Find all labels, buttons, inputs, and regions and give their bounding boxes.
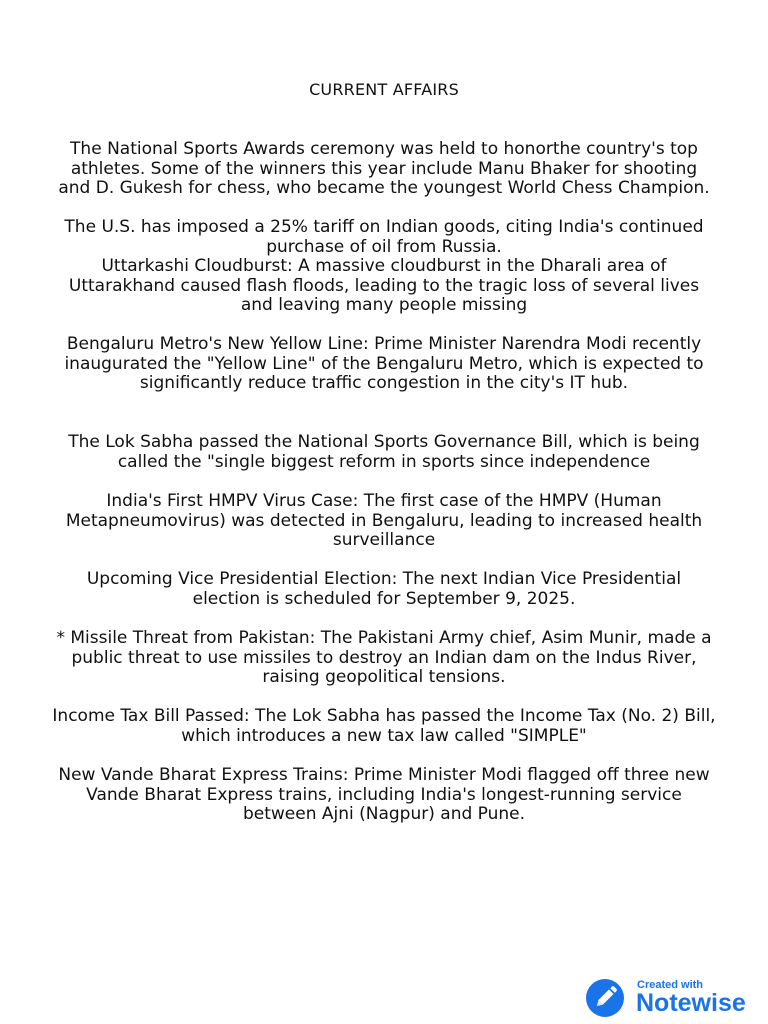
text-line: Uttarakhand caused flash floods, leading to the tragic loss of several lives <box>68 275 700 296</box>
paragraph-income-tax-bill <box>0 707 768 746</box>
text-line: called the "single biggest reform in sports since independence <box>117 451 651 472</box>
text-line: India's First HMPV Virus Case: The first case of the HMPV (Human <box>106 491 662 511</box>
text-line: The Lok Sabha passed the National Sports Governance Bill, which is being <box>68 432 700 452</box>
text-line: New Vande Bharat Express Trains: Prime Minister Modi flagged off three new <box>58 765 710 785</box>
paragraph-missile-threat <box>0 629 768 688</box>
text-line: inaugurated the "Yellow Line" of the Bengaluru Metro, which is expected to <box>64 353 704 374</box>
text-line: purchase of oil from Russia. <box>266 236 502 257</box>
text-line: and leaving many people missing <box>240 295 528 316</box>
text-line: Upcoming Vice Presidential Election: The next Indian Vice Presidential <box>86 569 682 589</box>
text-line: surveillance <box>332 530 436 551</box>
badge-created-with: Created with <box>637 979 704 991</box>
text-line: public threat to use missiles to destroy an Indian dam on the Indus River, <box>71 647 697 668</box>
text-line: Metapneumovirus) was detected in Bengaluru, leading to increased health <box>65 510 703 531</box>
paragraph-sports-awards <box>0 140 768 199</box>
text-line: Bengaluru Metro's New Yellow Line: Prime Minister Narendra Modi recently <box>66 334 702 354</box>
text-line: between Ajni (Nagpur) and Pune. <box>242 804 526 825</box>
text-line: The U.S. has imposed a 25% tariff on Indian goods, citing India's continued <box>64 217 704 237</box>
text-line: athletes. Some of the winners this year include Manu Bhaker for shooting <box>70 158 698 179</box>
text-line: raising geopolitical tensions. <box>262 667 506 688</box>
paragraph-sports-governance-bill <box>0 433 768 472</box>
paragraph-metro-yellow-line <box>0 335 768 394</box>
paragraph-tariff-cloudburst <box>0 218 768 316</box>
paragraph-vande-bharat-trains <box>0 766 768 825</box>
page-title: CURRENT AFFAIRS <box>309 80 459 99</box>
text-line: Uttarkashi Cloudburst: A massive cloudburst in the Dharali area of <box>101 256 667 277</box>
text-line: * Missile Threat from Pakistan: The Pakistani Army chief, Asim Munir, made a <box>56 628 712 648</box>
text-line: significantly reduce traffic congestion in the city's IT hub. <box>139 373 629 394</box>
text-line: election is scheduled for September 9, 2025. <box>192 588 576 609</box>
paragraph-vice-presidential-election <box>0 570 768 609</box>
text-line: The National Sports Awards ceremony was held to honorthe country's top <box>70 139 698 159</box>
text-line: which introduces a new tax law called "SIMPLE" <box>181 725 587 746</box>
paragraph-hmpv-case <box>0 492 768 551</box>
pencil-icon <box>586 979 624 1017</box>
text-line: Income Tax Bill Passed: The Lok Sabha has passed the Income Tax (No. 2) Bill, <box>52 706 716 726</box>
notewise-badge <box>586 978 756 1018</box>
text-line: Vande Bharat Express trains, including India's longest-running service <box>86 784 682 805</box>
badge-brand-name: Notewise <box>636 989 746 1017</box>
text-line: and D. Gukesh for chess, who became the youngest World Chess Champion. <box>58 178 710 199</box>
